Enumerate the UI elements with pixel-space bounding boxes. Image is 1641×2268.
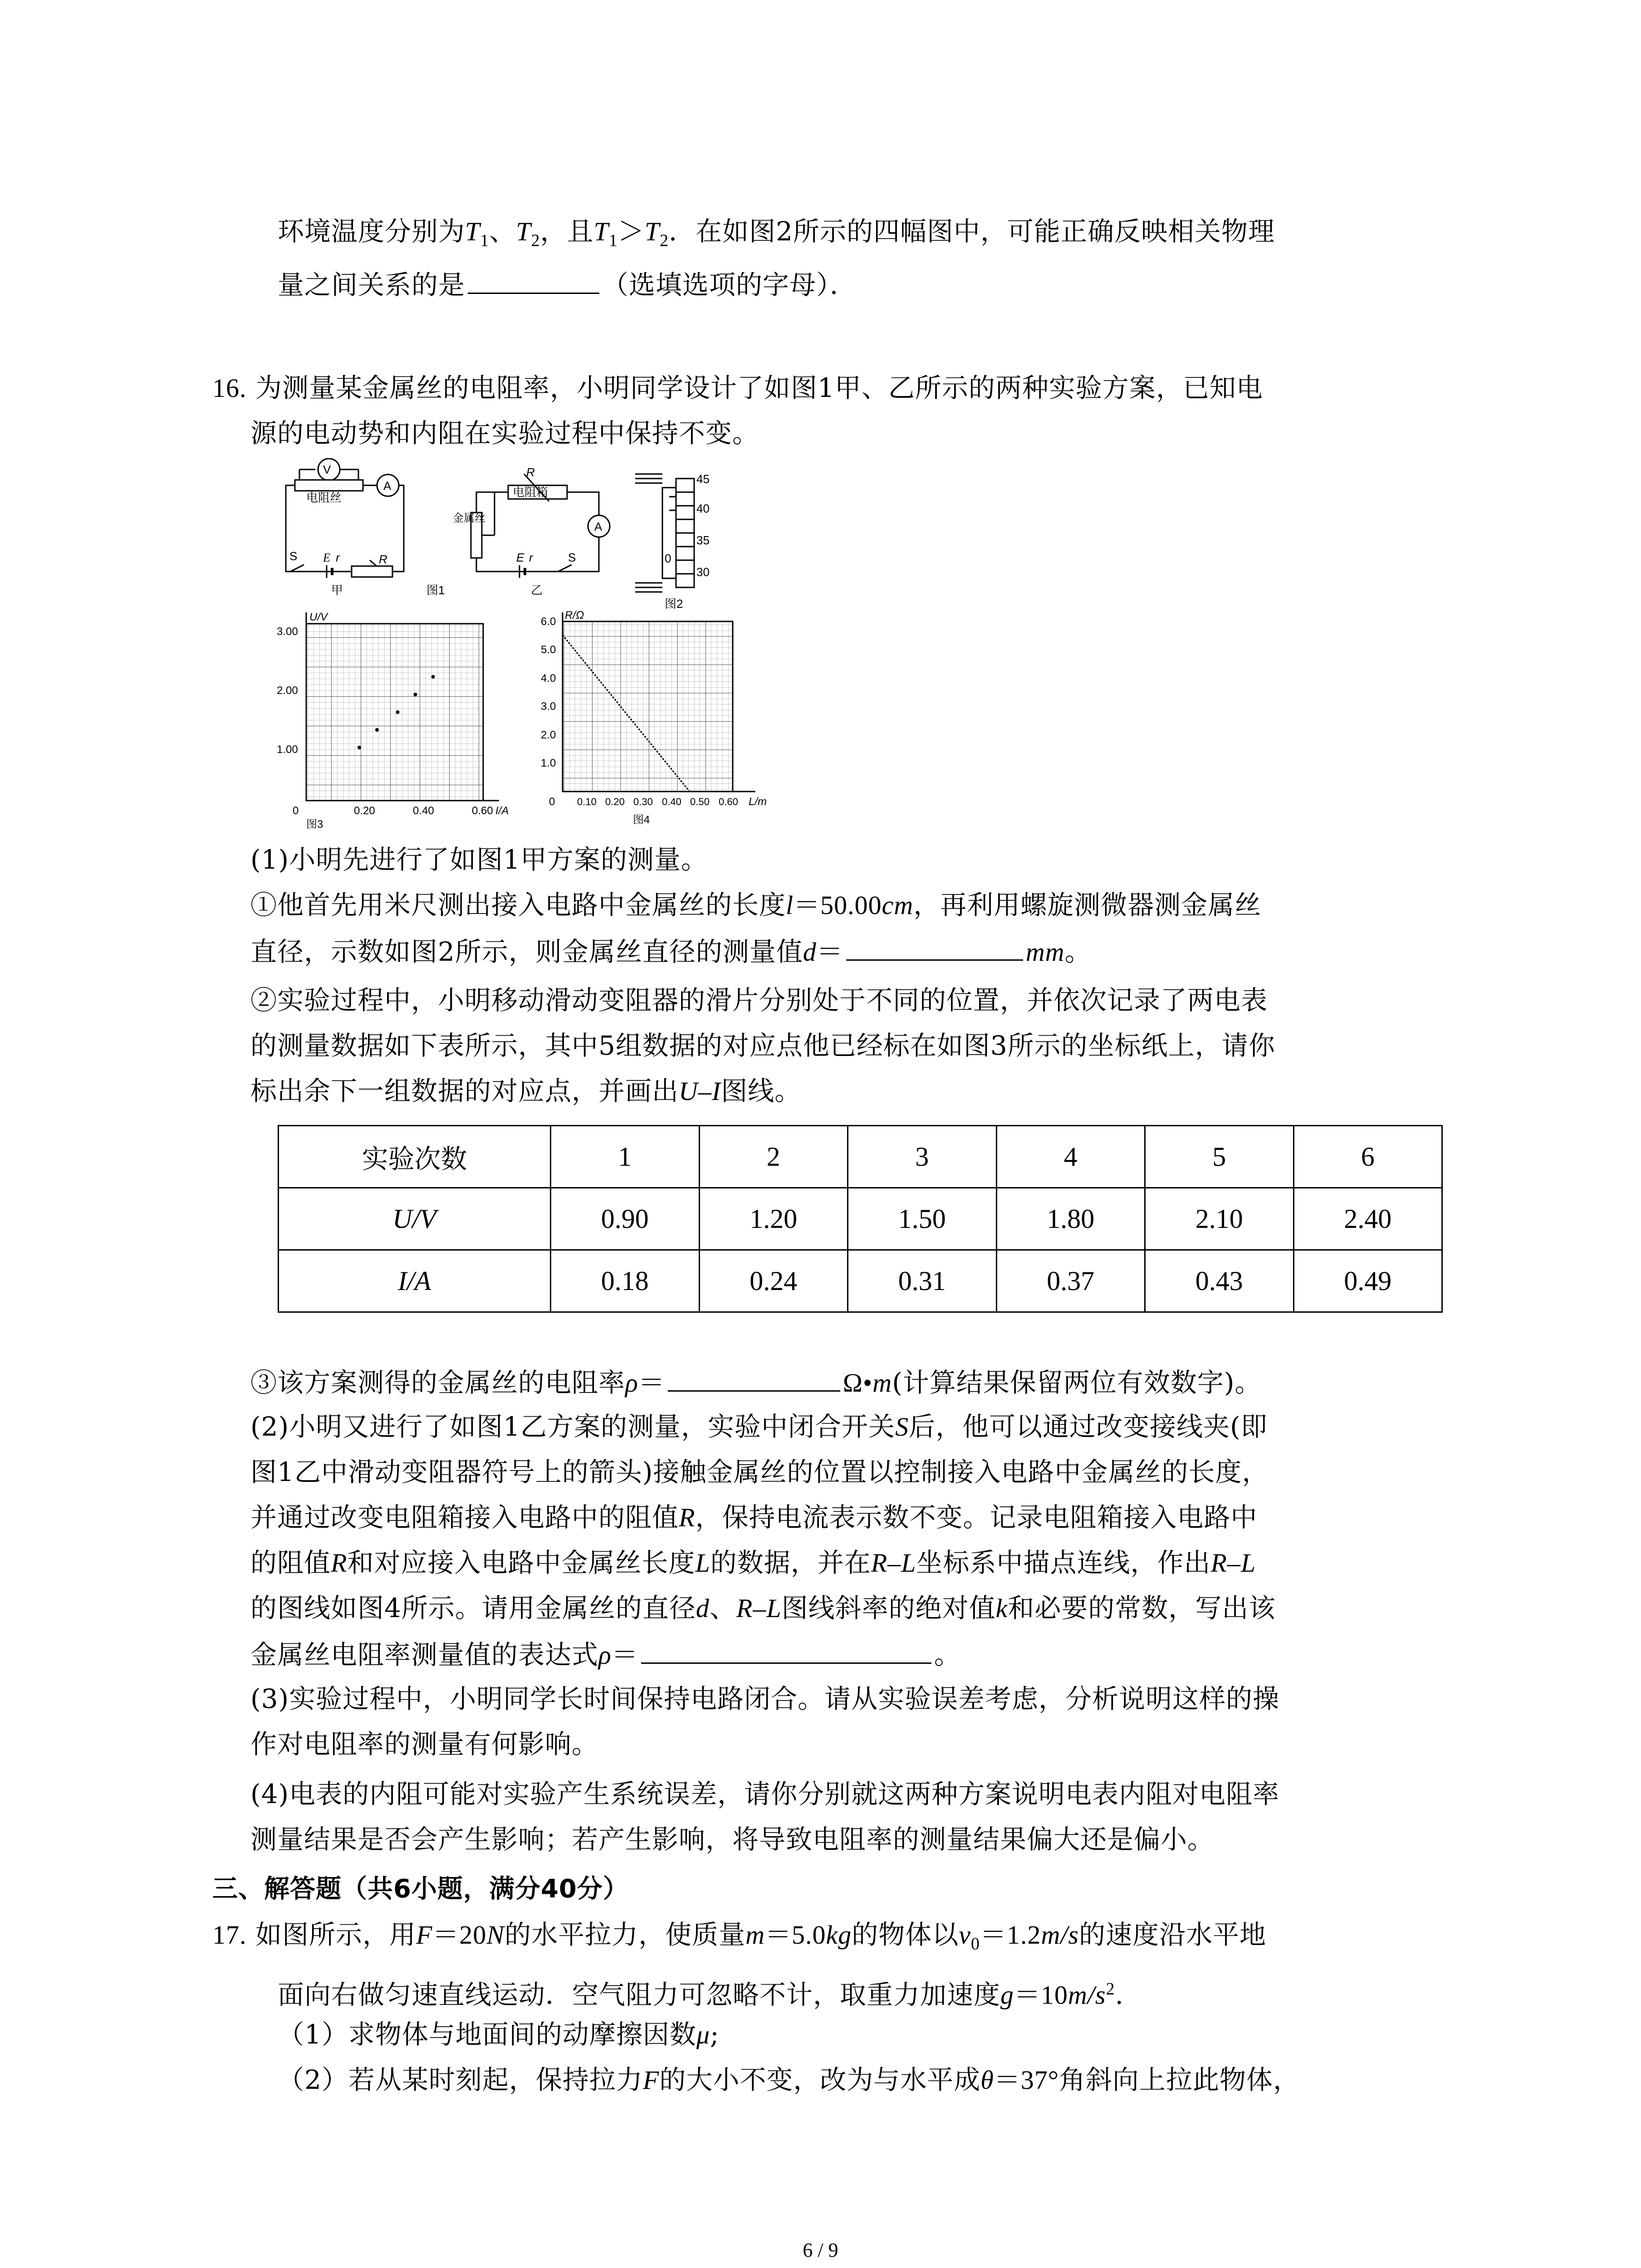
figure-2-micrometer [626, 469, 730, 615]
fig3-data-point [396, 710, 400, 714]
fig3-origin: 0 [293, 805, 299, 817]
fig1-box-label: 电阻箱 [513, 485, 549, 499]
q16-part1-c3: 标出余下一组数据的对应点，并画出U–I图线。 [250, 1075, 802, 1106]
fig1-jia-label: 甲 [331, 583, 343, 597]
fig3-ylabel: U/V [309, 611, 328, 623]
svg-text:E: E [516, 551, 524, 564]
q16-part2-5: 的图线如图4所示。请用金属丝的直径d、R–L图线斜率的绝对值k和必要的常数，写出该 [250, 1593, 1276, 1623]
fig3-xtick: 0.60 [472, 805, 493, 817]
top-line-2: 量之间关系的是 （选填选项的字母）． [278, 265, 857, 303]
q16-part4-1: (4)电表的内阻可能对实验产生系统误差，请你分别就这两种方案说明电表内阻对电阻率 [250, 1779, 1280, 1809]
fig4-ytick: 5.0 [541, 644, 556, 656]
fig1-wire-label: 电阻丝 [306, 491, 342, 504]
fig4-xtick: 0.10 [577, 796, 597, 807]
fig3-data-point [431, 675, 435, 679]
fig4-origin: 0 [549, 796, 555, 808]
q16-part2-2: 图1乙中滑动变阻器符号上的箭头)接触金属丝的位置以控制接入电路中金属丝的长度， [250, 1457, 1269, 1487]
section-3-heading: 三、解答题（共6小题，满分40分） [212, 1874, 629, 1904]
q16-part1: (1)小明先进行了如图1甲方案的测量。 [250, 844, 708, 875]
fig4-ytick: 6.0 [541, 616, 556, 628]
q17-sub-2: （2）若从某时刻起，保持拉力F的大小不变，改为与水平成θ＝37°角斜向上拉此物体， [278, 2064, 1300, 2095]
q17-line-2: 面向右做匀速直线运动．空气阻力可忽略不计，取重力加速度$g=10m/s^2$. [278, 1979, 1124, 2010]
resistivity-answer-blank[interactable] [668, 1363, 840, 1392]
fig4-xtick: 0.30 [633, 796, 653, 807]
fig1-metal-label: 金属丝 [453, 512, 485, 524]
diameter-answer-blank[interactable] [846, 932, 1023, 961]
fig3-ytick: 2.00 [277, 684, 298, 697]
fig3-data-point [414, 693, 417, 696]
fig3-caption: 图3 [306, 818, 323, 831]
fig1-yi-label: 乙 [531, 583, 543, 597]
fig4-caption: 图4 [633, 814, 650, 826]
fig1-switch-label: S [289, 549, 298, 563]
fig4-xlabel: L/m [749, 796, 767, 808]
svg-text:r: r [336, 551, 340, 564]
fig4-xtick: 0.20 [605, 796, 625, 807]
measurement-table [278, 1125, 1443, 1313]
fig3-ytick: 3.00 [277, 626, 298, 638]
q16-part2-6: 金属丝电阻率测量值的表达式ρ＝ 。 [250, 1635, 961, 1673]
fig4-ytick: 1.0 [541, 757, 556, 769]
table-row: 实验次数 1 2 3 4 5 6 [279, 1126, 1442, 1188]
fig2-tick: 40 [696, 502, 710, 515]
q16-part1-b: 直径，示数如图2所示，则金属丝直径的测量值d＝ mm。 [250, 932, 1092, 970]
fig3-xtick: 0.20 [354, 805, 375, 817]
q16-part2-4: 的阻值R和对应接入电路中金属丝长度L的数据，并在R–L坐标系中描点连线，作出R–L [250, 1547, 1256, 1578]
fig4-xtick: 0.60 [719, 796, 738, 807]
q16-part3-1: (3)实验过程中，小明同学长时间保持电路闭合。请从实验误差考虑，分析说明这样的操 [250, 1683, 1280, 1714]
q16-part3-2: 作对电阻率的测量有何影响。 [250, 1729, 599, 1760]
fig2-zero: 0 [665, 552, 671, 565]
fig4-ytick: 3.0 [541, 700, 556, 713]
figure-3-ui-graph [272, 608, 526, 835]
fig2-tick: 30 [696, 565, 710, 579]
fig3-xtick: 0.40 [413, 805, 434, 817]
fig2-tick: 35 [696, 533, 710, 547]
fig4-ytick: 2.0 [541, 729, 556, 741]
fig2-caption: 图2 [665, 597, 683, 611]
q16-part4-2: 测量结果是否会产生影响；若产生影响，将导致电阻率的测量结果偏大还是偏小。 [250, 1824, 1215, 1855]
figure-4-rl-graph [535, 608, 789, 835]
svg-text:E: E [323, 551, 330, 564]
q16-part1-c2: 的测量数据如下表所示，其中5组数据的对应点他已经标在如图3所示的坐标纸上，请你 [250, 1030, 1275, 1061]
svg-text:r: r [529, 551, 533, 564]
figure-1-circuits [272, 458, 626, 603]
fig4-xtick: 0.50 [690, 796, 710, 807]
fig1-a-meter: A [383, 479, 392, 493]
q16-part1-c1: ②实验过程中，小明移动滑动变阻器的滑片分别处于不同的位置，并依次记录了两电表 [250, 985, 1268, 1016]
fig1-v-meter: V [323, 463, 331, 476]
fig4-ytick: 4.0 [541, 672, 556, 684]
q16-part2-1: (2)小明又进行了如图1乙方案的测量，实验中闭合开关S后，他可以通过改变接线夹(即 [250, 1411, 1268, 1442]
q16-part1-a: ①他首先用米尺测出接入电路中金属丝的长度l＝50.00cm，再利用螺旋测微器测金属丝 [250, 890, 1262, 920]
q17-line-1: 17. 如图所示，用F＝20N的水平拉力，使质量m＝5.0kg的物体以$v_0=1.2m/s$的速度沿水平地 [212, 1919, 1267, 1954]
fig4-xtick: 0.40 [662, 796, 681, 807]
fig1-caption: 图1 [426, 583, 445, 597]
svg-text:S: S [568, 551, 576, 564]
table-row: I/A 0.18 0.24 0.31 0.37 0.43 0.49 [279, 1250, 1442, 1312]
fig3-ytick: 1.00 [277, 743, 298, 756]
table-row: U/V 0.90 1.20 1.50 1.80 2.10 2.40 [279, 1188, 1442, 1250]
answer-blank[interactable] [468, 265, 599, 294]
fig3-data-point [375, 728, 379, 732]
fig2-tick: 45 [696, 472, 710, 486]
svg-text:A: A [594, 520, 603, 533]
fig3-data-point [358, 746, 361, 749]
q16-intro-1: 16. 为测量某金属丝的电阻率，小明同学设计了如图1甲、乙所示的两种实验方案，已知电 [212, 372, 1263, 403]
q16-part2-3: 并通过改变电阻箱接入电路中的阻值R，保持电流表示数不变。记录电阻箱接入电路中 [250, 1502, 1258, 1533]
q16-intro-2: 源的电动势和内阻在实验过程中保持不变。 [250, 418, 759, 449]
top-line-1: 环境温度分别为$T_1$、$T_2$，且$T_1>T_2$．在如图2所示的四幅图中，可能正确反映相关物理 [278, 216, 1275, 250]
fig3-xlabel: I/A [495, 805, 509, 817]
expression-answer-blank[interactable] [641, 1635, 931, 1664]
fig4-ylabel: R/Ω [565, 609, 584, 621]
svg-text:R: R [379, 552, 387, 566]
q16-part1-d: ③该方案测得的金属丝的电阻率ρ＝ Ω•m(计算结果保留两位有效数字)。 [250, 1363, 1261, 1401]
page-number: 6 / 9 [803, 2239, 838, 2261]
svg-text:R: R [526, 465, 535, 479]
q17-sub-1: （1）求物体与地面间的动摩擦因数μ; [278, 2019, 720, 2050]
